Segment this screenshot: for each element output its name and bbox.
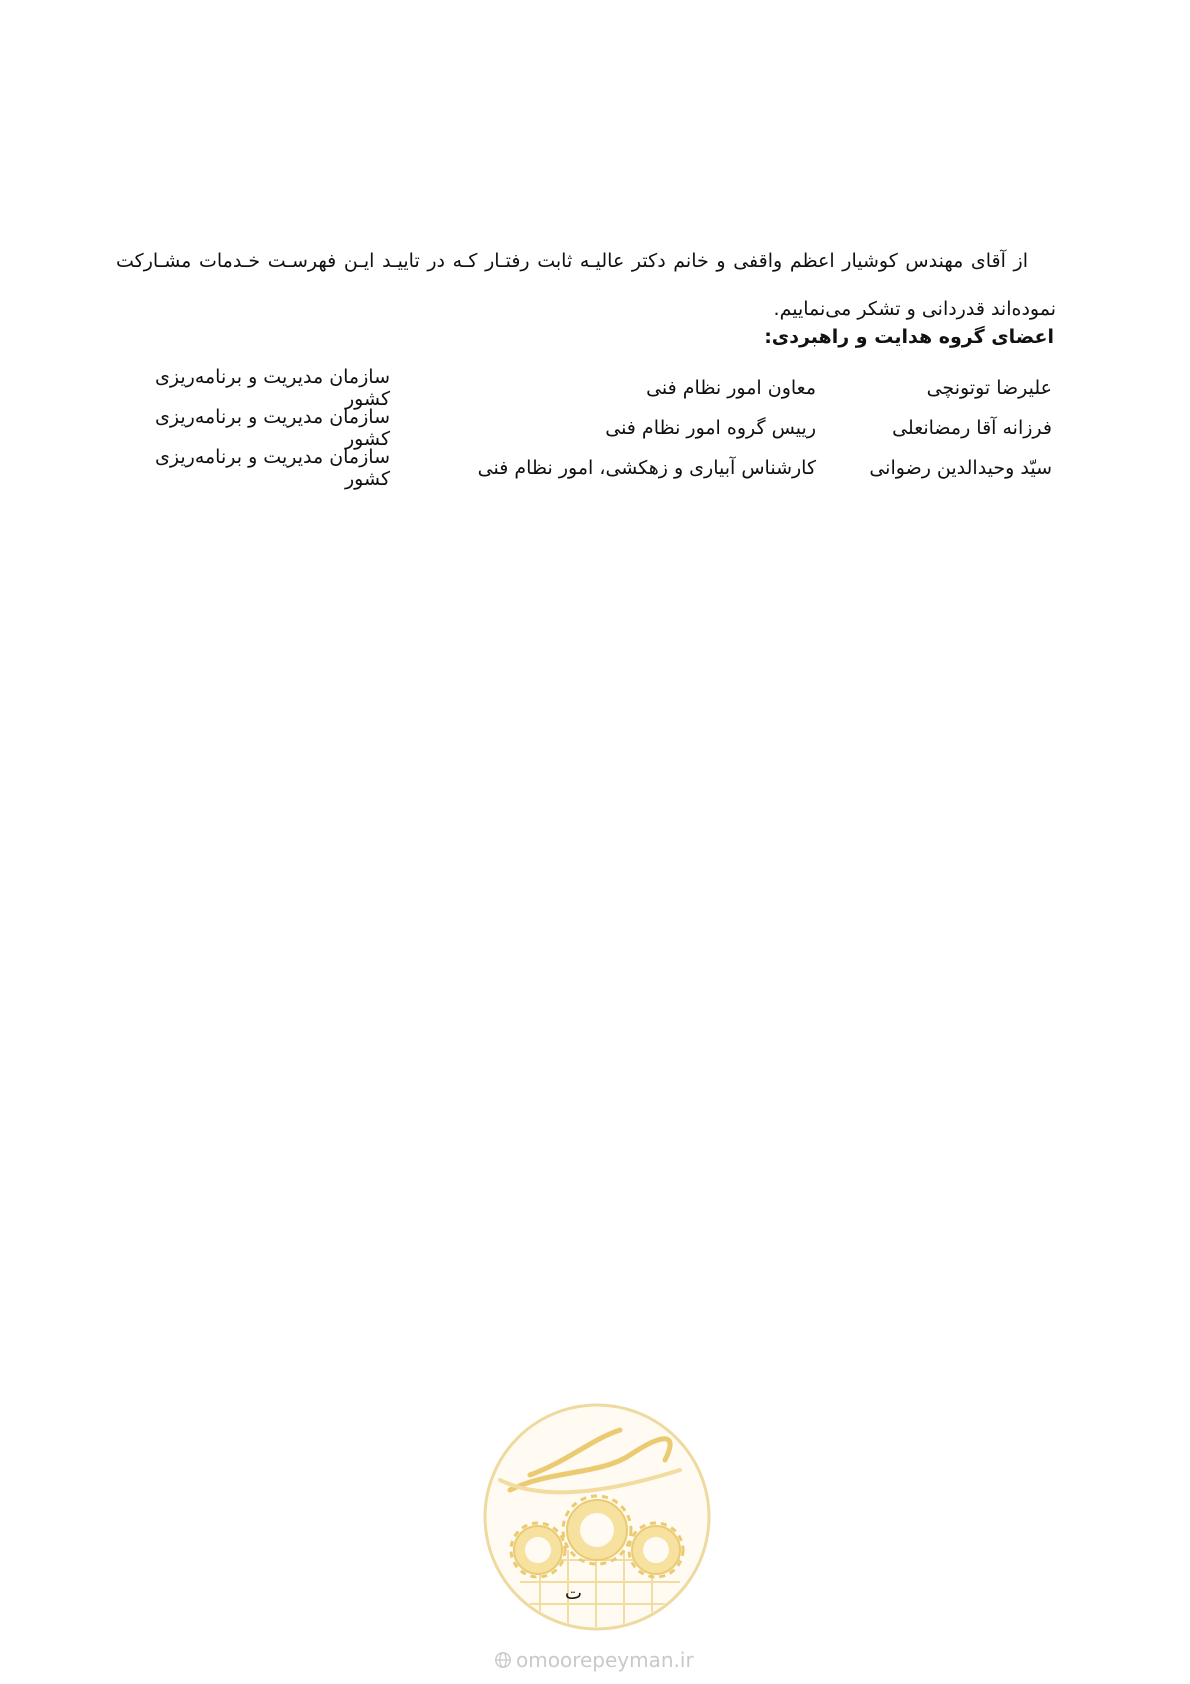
member-role: کارشناس آبیاری و زهکشی، امور نظام فنی: [477, 457, 816, 479]
member-row: [140, 408, 1052, 448]
member-role: معاون امور نظام فنی: [646, 377, 816, 399]
member-row: [140, 368, 1052, 408]
acknowledgement-paragraph: از آقای مهندس کوشیار اعظم واقفی و خانم دکتر عالیـه ثابت رفتـار کـه در تاییـد ایـن فهرسـت خـدمات مشـارکت نموده‌اند قدردانی و تشکر می‌نماییم.: [116, 250, 1056, 320]
member-organization: سازمان مدیریت و برنامه‌ریزی کشور: [155, 406, 390, 450]
members-list: [140, 368, 1052, 488]
watermark-site-text: omoorepeyman.ir: [516, 1648, 694, 1672]
member-organization: سازمان مدیریت و برنامه‌ریزی کشور: [155, 366, 390, 410]
member-name: فرزانه آقا رمضانعلی: [892, 417, 1052, 439]
member-name: علیرضا توتونچی: [926, 377, 1052, 399]
watermark-site: [494, 1648, 694, 1672]
member-role: رییس گروه امور نظام فنی: [605, 417, 816, 439]
guidance-group-heading: اعضای گروه هدایت و راهبردی:: [764, 326, 1054, 348]
globe-icon: [494, 1651, 512, 1669]
member-organization: سازمان مدیریت و برنامه‌ریزی کشور: [155, 446, 390, 490]
member-row: [140, 448, 1052, 488]
page-number: ت: [565, 1583, 582, 1604]
member-name: سیّد وحیدالدین رضوانی: [869, 457, 1052, 479]
